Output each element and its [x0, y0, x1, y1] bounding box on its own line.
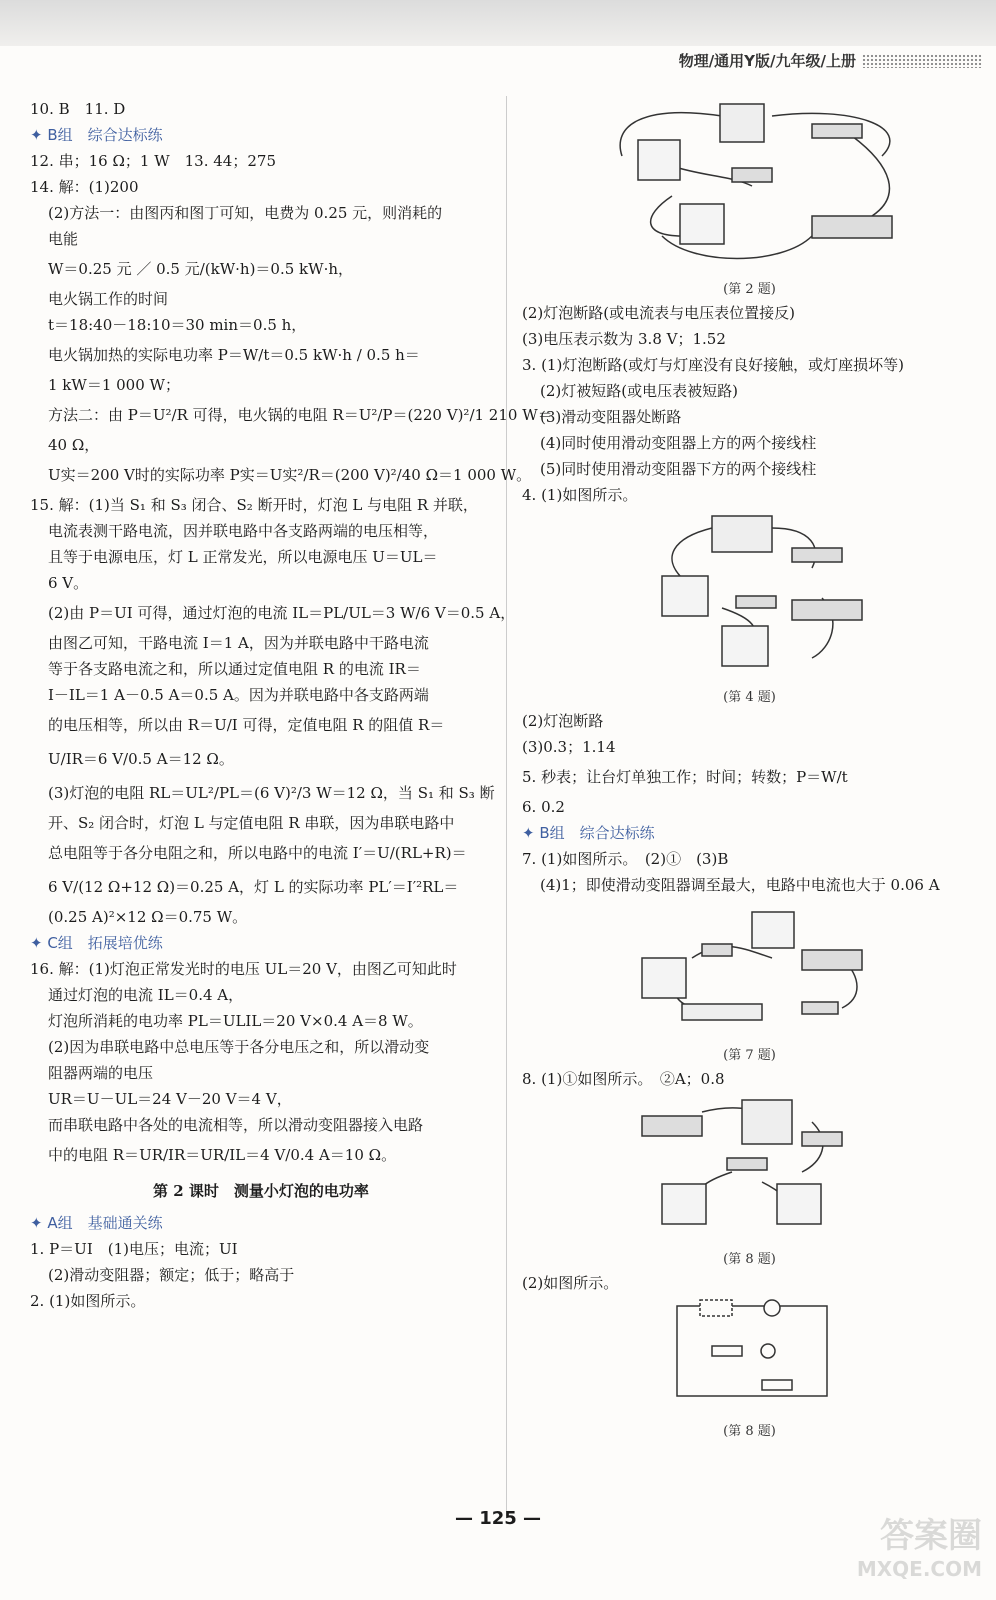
answer-line: 而串联电路中各处的电流相等，所以滑动变阻器接入电路: [48, 1116, 424, 1134]
rheostat-icon: [792, 600, 862, 620]
figure-caption: (第 8 题): [723, 1424, 776, 1439]
switch-icon: [802, 1002, 838, 1014]
lamp-icon: [761, 1344, 775, 1358]
answer-line: 等于各支路电流之和，所以通过定值电阻 R 的电流 IR＝: [48, 660, 421, 678]
formula-line: 中的电阻 R＝UR/IR＝UR/IL＝4 V/0.4 A＝10 Ω。: [48, 1146, 397, 1164]
circuit-diagram: [522, 898, 977, 1038]
answer-line: 开、S₂ 闭合时，灯泡 L 与定值电阻 R 串联，因为串联电路中: [48, 814, 455, 832]
figure-caption: (第 8 题): [723, 1252, 776, 1267]
answer-line: 15. 解：(1)当 S₁ 和 S₃ 闭合、S₂ 断开时，灯泡 L 与电阻 R 并联，: [30, 496, 478, 514]
answer-line: (2)滑动变阻器；额定；低于；略高于: [48, 1266, 295, 1284]
switch-icon: [792, 548, 842, 562]
answer-line: (2)灯被短路(或电压表被短路): [540, 382, 738, 400]
formula-line: 电火锅加热的实际电功率 P＝W/t＝0.5 kW·h / 0.5 h＝: [48, 346, 420, 364]
answer-line: 且等于电源电压，灯 L 正常发光，所以电源电压 U＝UL＝: [48, 548, 438, 566]
answer-line: 电能: [48, 230, 79, 248]
answer-line: 16. 解：(1)灯泡正常发光时的电压 UL＝20 V，由图乙可知此时: [30, 960, 457, 978]
ammeter-icon: [642, 958, 686, 998]
answer-line: t＝18:40－18:10＝30 min＝0.5 h，: [48, 316, 307, 334]
answer-line: UR＝U－UL＝24 V－20 V＝4 V，: [48, 1090, 292, 1108]
formula-line: U实＝200 V时的实际功率 P实＝U实²/R＝(200 V)²/40 Ω＝1 000 W。: [48, 466, 532, 484]
answer-line: 7. (1)如图所示。 (2)① (3)B: [522, 850, 729, 868]
battery-icon: [742, 1100, 792, 1144]
answer-line: (2)方法一：由图丙和图丁可知，电费为 0.25 元，则消耗的: [48, 204, 443, 222]
formula-line: (3)灯泡的电阻 RL＝UL²/PL＝(6 V)²/3 W＝12 Ω，当 S₁ 和 S₃ 断: [48, 784, 495, 802]
rheostat-icon: [642, 1116, 702, 1136]
lamp-icon: [727, 1158, 767, 1170]
switch-icon: [700, 1300, 732, 1316]
figure-q8a: [522, 1092, 977, 1270]
answer-line: 10. B 11. D: [30, 100, 126, 118]
watermark-url: MXQE.COM: [856, 1557, 982, 1581]
answer-line: (4)1；即使滑动变阻器调至最大，电路中电流也大于 0.06 A: [540, 876, 940, 894]
column-divider: [506, 96, 507, 1516]
section-title: 第 2 课时 测量小灯泡的电功率: [153, 1182, 369, 1200]
circuit-diagram: [522, 1092, 977, 1242]
circuit-diagram: [522, 1296, 977, 1414]
ammeter-icon: [777, 1184, 821, 1224]
answer-line: (0.25 A)²×12 Ω＝0.75 W。: [48, 908, 248, 926]
answer-line: (3)滑动变阻器处断路: [540, 408, 682, 426]
watermark-logo: 答案圈: [880, 1516, 982, 1556]
formula-line: 的电压相等，所以由 R＝U/I 可得，定值电阻 R 的阻值 R＝: [48, 716, 445, 734]
figure-q7: [522, 898, 977, 1066]
formula-line: U/IR＝6 V/0.5 A＝12 Ω。: [48, 750, 234, 768]
header-dots: [862, 54, 982, 68]
group-heading: ✦ A组 基础通关练: [30, 1214, 163, 1232]
battery-icon: [682, 1004, 762, 1020]
formula-line: (2)由 P＝UI 可得，通过灯泡的电流 IL＝PL/UL＝3 W/6 V＝0.5 A，: [48, 604, 516, 622]
rheostat-icon: [802, 950, 862, 970]
answer-line: 4. (1)如图所示。: [522, 486, 638, 504]
answer-line: 电火锅工作的时间: [48, 290, 169, 308]
ammeter-icon: [662, 576, 708, 616]
figure-caption: (第 2 题): [723, 282, 776, 297]
voltmeter-icon: [722, 626, 768, 666]
answer-line: 1 kW＝1 000 W；: [48, 376, 180, 394]
figure-caption: (第 7 题): [723, 1048, 776, 1063]
answer-line: 6. 0.2: [522, 798, 565, 816]
switch-icon: [812, 124, 862, 138]
answer-line: (2)因为串联电路中总电压等于各分电压之和，所以滑动变: [48, 1038, 430, 1056]
answer-line: (2)灯泡断路(或电流表与电压表位置接反): [522, 304, 795, 322]
lamp-icon: [702, 944, 732, 956]
answer-line: (3)电压表示数为 3.8 V；1.52: [522, 330, 726, 348]
answer-line: 40 Ω，: [48, 436, 100, 454]
voltmeter-icon: [680, 204, 724, 244]
answer-line: 灯泡所消耗的电功率 PL＝ULIL＝20 V×0.4 A＝8 W。: [48, 1012, 423, 1030]
lamp-icon: [732, 168, 772, 182]
answer-line: 由图乙可知，干路电流 I＝1 A，因为并联电路中干路电流: [48, 634, 429, 652]
voltmeter-icon: [662, 1184, 706, 1224]
figure-q4: [522, 508, 977, 708]
scan-top-band: [0, 0, 996, 46]
answer-line: 阻器两端的电压: [48, 1064, 154, 1082]
battery-icon: [720, 104, 764, 142]
header-title: 物理/通用Y版/九年级/上册: [678, 52, 856, 70]
page-number: — 125 —: [454, 1508, 542, 1529]
formula-line: 6 V/(12 Ω+12 Ω)＝0.25 A，灯 L 的实际功率 PL′＝I′²RL＝: [48, 878, 459, 896]
answer-line: 电流表测干路电流，因并联电路中各支路两端的电压相等，: [48, 522, 439, 540]
formula-line: 方法二：由 P＝U²/R 可得，电火锅的电阻 R＝U²/P＝(220 V)²/1 210 W＝: [48, 406, 553, 424]
answer-line: (2)灯泡断路: [522, 712, 604, 730]
group-heading: ✦ C组 拓展培优练: [30, 934, 163, 952]
group-heading: ✦ B组 综合达标练: [30, 126, 163, 144]
answer-line: 12. 串；16 Ω；1 W 13. 44；275: [30, 152, 276, 170]
answer-line: 通过灯泡的电流 IL＝0.4 A，: [48, 986, 244, 1004]
circuit-diagram: [522, 508, 977, 680]
ammeter-icon: [638, 140, 680, 180]
figure-q2: [522, 96, 977, 300]
answer-line: (5)同时使用滑动变阻器下方的两个接线柱: [540, 460, 817, 478]
answer-line: 1. P＝UI (1)电压；电流；UI: [30, 1240, 238, 1258]
page-header: [679, 50, 982, 71]
answer-line: 3. (1)灯泡断路(或灯与灯座没有良好接触，或灯座损坏等): [522, 356, 905, 374]
voltmeter-icon: [752, 912, 794, 948]
voltmeter-icon: [764, 1300, 780, 1316]
formula-line: 总电阻等于各分电阻之和，所以电路中的电流 I′＝U/(RL+R)＝: [48, 844, 467, 862]
answer-line: 14. 解：(1)200: [30, 178, 139, 196]
answer-line: 8. (1)①如图所示。 ②A；0.8: [522, 1070, 725, 1088]
lamp-icon: [736, 596, 776, 608]
answer-line: (2)如图所示。: [522, 1274, 619, 1292]
answer-line: (3)0.3；1.14: [522, 738, 616, 756]
formula-line: W＝0.25 元 ／ 0.5 元/(kW·h)＝0.5 kW·h，: [48, 260, 353, 278]
circuit-diagram: [522, 96, 977, 272]
right-column: [522, 96, 977, 1442]
rheostat-icon: [712, 1346, 742, 1356]
rheostat-icon: [812, 216, 892, 238]
answer-line: (4)同时使用滑动变阻器上方的两个接线柱: [540, 434, 817, 452]
answer-line: 6 V。: [48, 574, 89, 592]
watermark: [802, 1508, 982, 1588]
answer-line: I－IL＝1 A－0.5 A＝0.5 A。因为并联电路中各支路两端: [48, 686, 429, 704]
answer-line: 2. (1)如图所示。: [30, 1292, 146, 1310]
switch-icon: [802, 1132, 842, 1146]
battery-icon: [712, 516, 772, 552]
formula-line: 5. 秒表；让台灯单独工作；时间；转数；P＝W/t: [522, 768, 848, 786]
figure-q8b: [522, 1296, 977, 1442]
group-heading: ✦ B组 综合达标练: [522, 824, 655, 842]
figure-caption: (第 4 题): [723, 690, 776, 705]
